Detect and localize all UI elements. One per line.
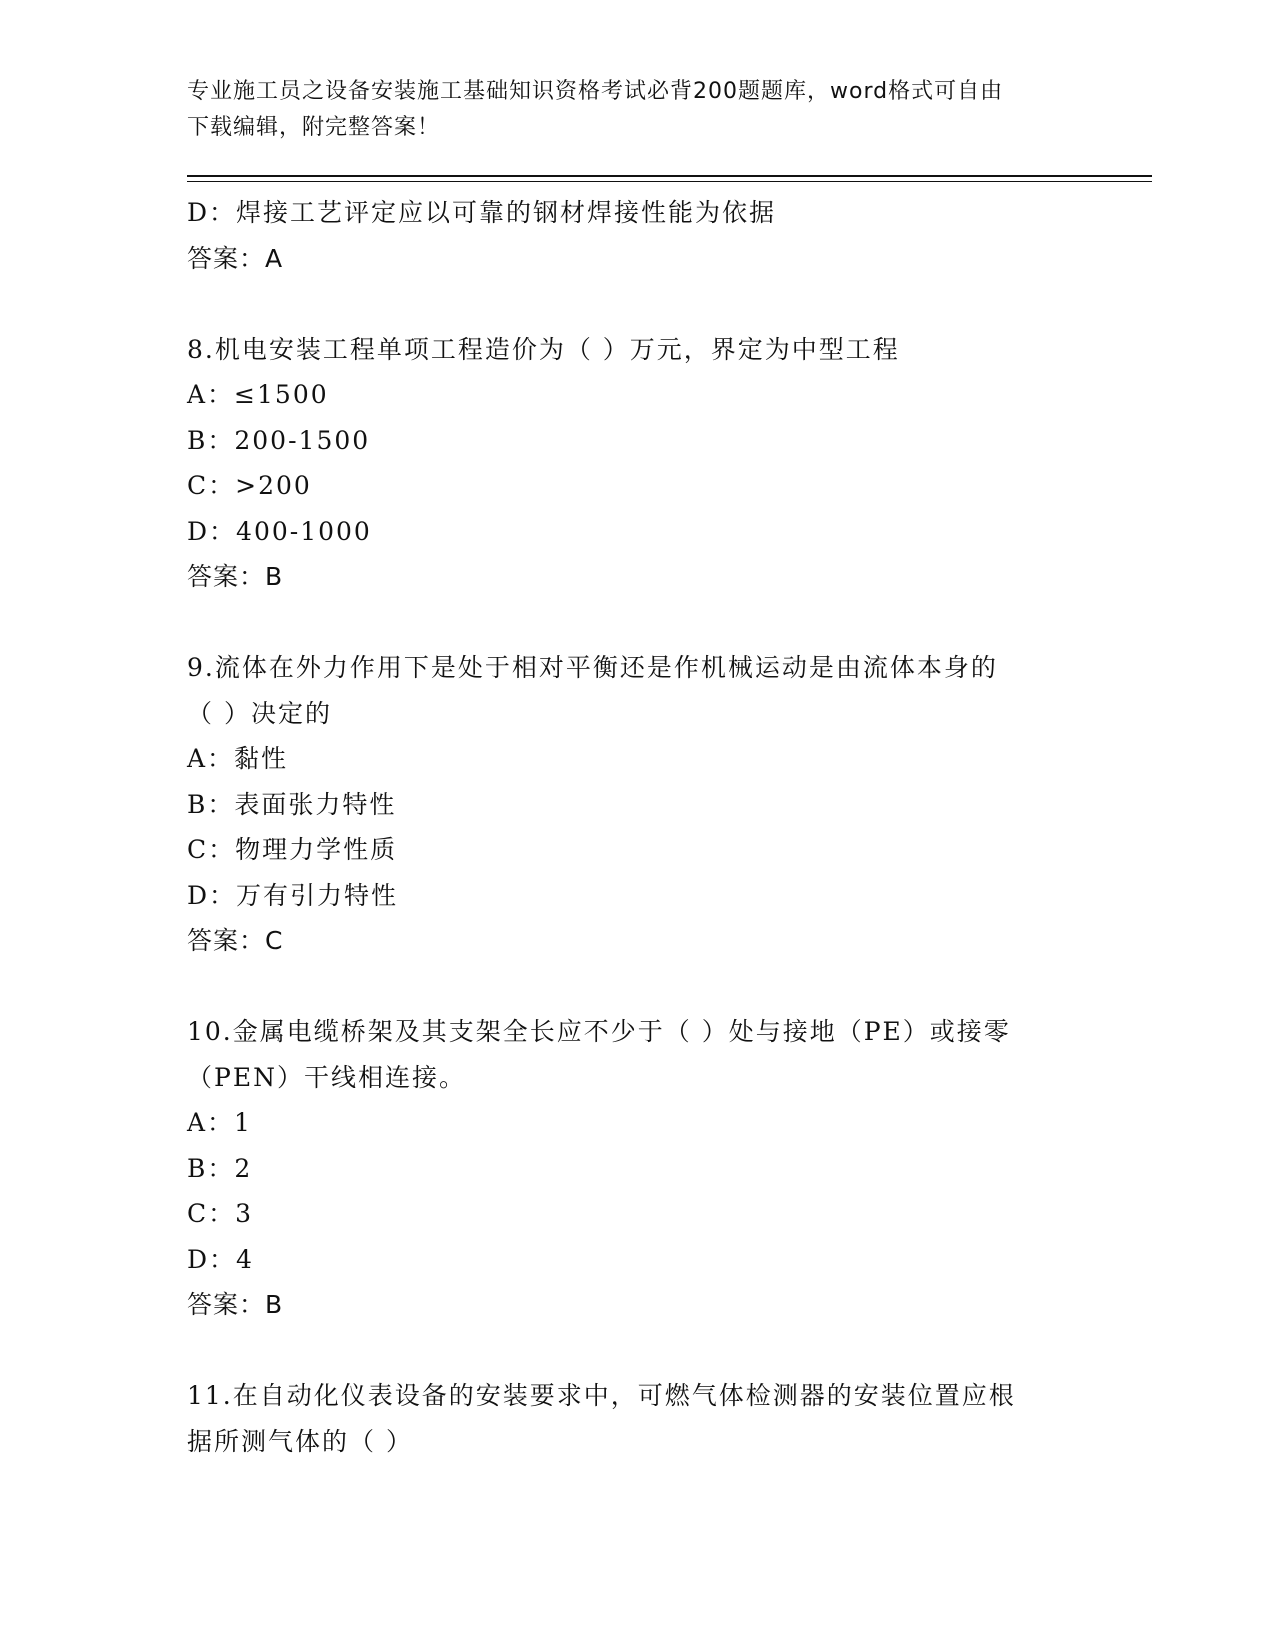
question-stem-continued: （PEN）干线相连接。	[187, 1062, 466, 1092]
header-divider-thin	[187, 181, 1152, 182]
option-b: B：2	[187, 1153, 253, 1183]
question-stem-continued: 据所测气体的（ ）	[187, 1426, 413, 1456]
option-d: D：400-1000	[187, 516, 372, 546]
question-10	[187, 1009, 1087, 1328]
prev-question-answer: 答案：A	[187, 243, 284, 273]
question-gap	[187, 1328, 1087, 1374]
option-d: D：4	[187, 1244, 254, 1274]
option-c: C：物理力学性质	[187, 835, 398, 864]
option-b: B：200-1500	[187, 425, 371, 455]
document-header	[187, 74, 1067, 146]
question-8	[187, 327, 1087, 600]
option-b: B：表面张力特性	[187, 789, 397, 819]
question-stem: 11.在自动化仪表设备的安装要求中，可燃气体检测器的安装位置应根	[187, 1381, 1016, 1410]
question-gap	[187, 281, 1087, 327]
answer: 答案：B	[187, 562, 284, 591]
question-stem: 8.机电安装工程单项工程造价为（ ）万元，界定为中型工程	[187, 334, 900, 364]
prev-question-option-d: D：焊接工艺评定应以可靠的钢材焊接性能为依据	[187, 198, 777, 227]
question-gap	[187, 600, 1087, 646]
question-stem: 9.流体在外力作用下是处于相对平衡还是作机械运动是由流体本身的	[187, 653, 998, 682]
option-a: A：1	[187, 1108, 252, 1137]
answer: 答案：B	[187, 1290, 284, 1319]
question-stem: 10.金属电缆桥架及其支架全长应不少于（ ）处与接地（PE）或接零	[187, 1017, 1011, 1046]
header-divider-thick	[187, 175, 1152, 177]
option-c: C：3	[187, 1199, 254, 1228]
question-list	[187, 190, 1087, 1464]
option-d: D：万有引力特性	[187, 880, 399, 910]
header-title-line-2: 下载编辑，附完整答案！	[187, 115, 441, 140]
option-c: C：>200	[187, 471, 312, 500]
question-11	[187, 1373, 1087, 1464]
option-a: A：≤1500	[187, 380, 329, 409]
answer: 答案：C	[187, 926, 284, 955]
question-9	[187, 645, 1087, 964]
header-title-line-1: 专业施工员之设备安装施工基础知识资格考试必背200题题库，word格式可自由	[187, 79, 1004, 104]
question-gap	[187, 964, 1087, 1010]
option-a: A：黏性	[187, 744, 289, 773]
question-stem-continued: （ ）决定的	[187, 698, 332, 728]
